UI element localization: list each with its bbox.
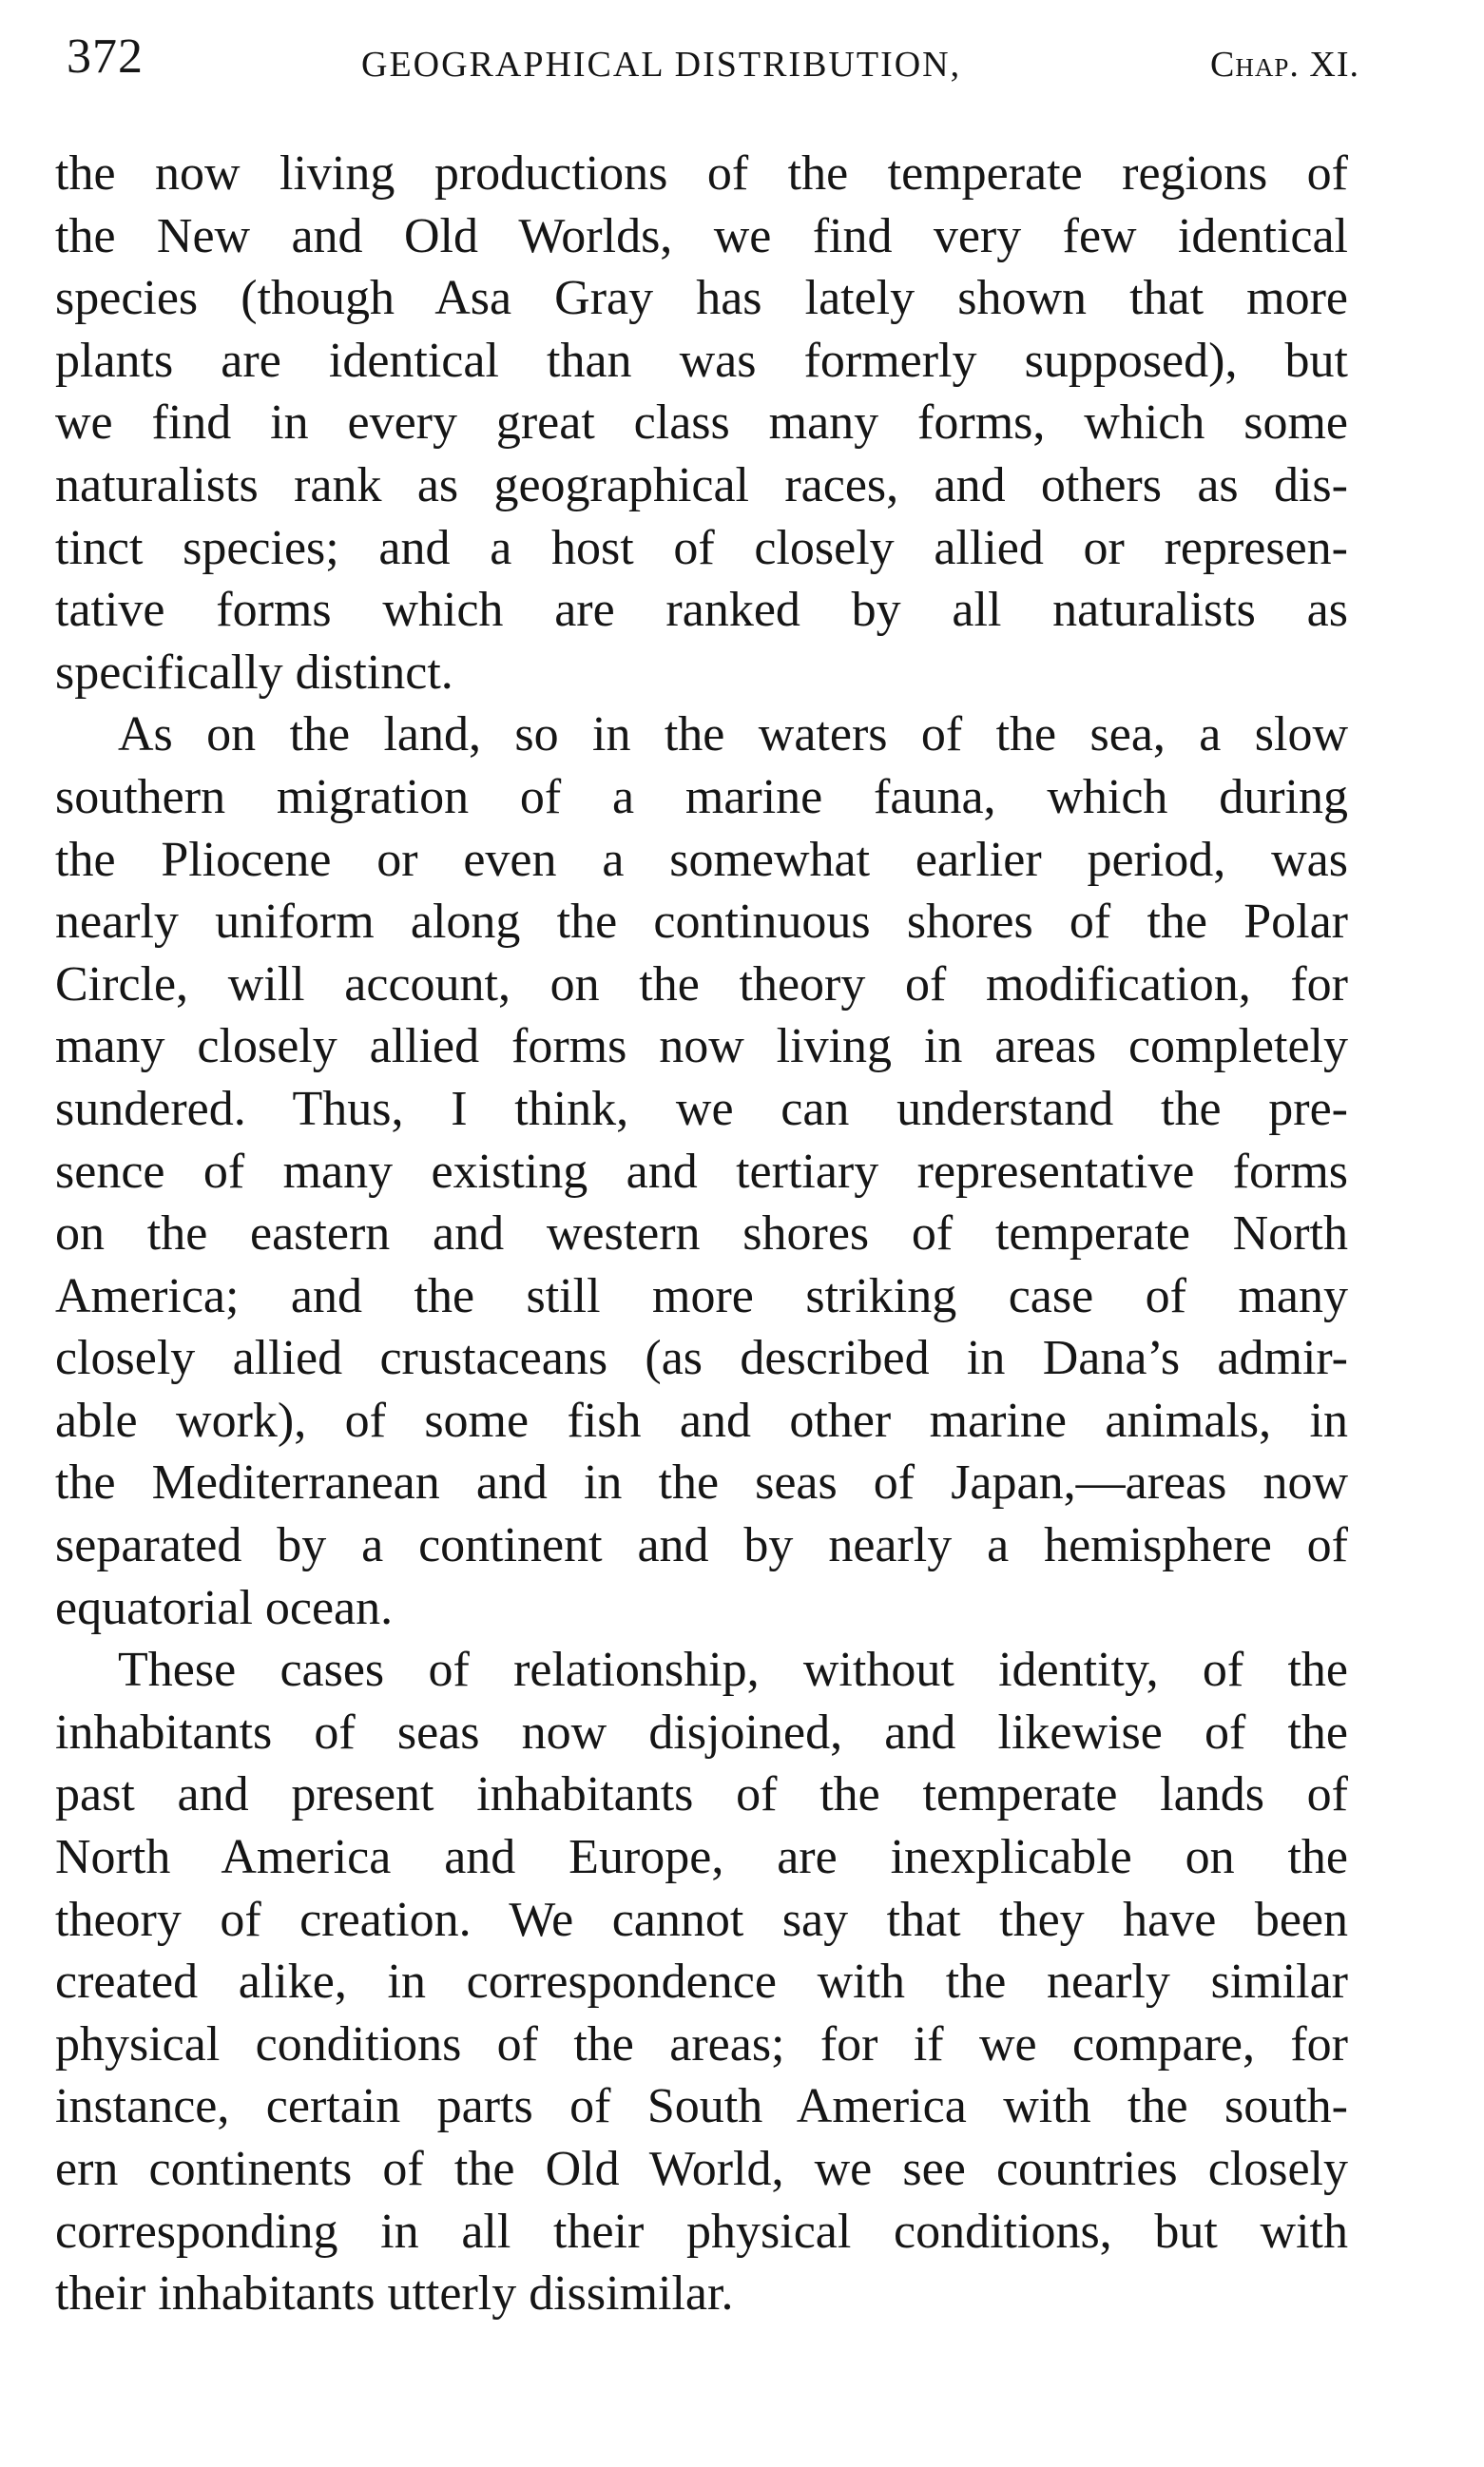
text-line: southern migration of a marine fauna, which during (55, 769, 1348, 824)
text-line: created alike, in correspondence with the nearly similar (55, 1955, 1348, 2010)
paragraph-3 (55, 1639, 1348, 2325)
text-line: sence of many existing and tertiary representative forms (55, 1144, 1348, 1199)
text-line: the Pliocene or even a somewhat earlier period, was (55, 832, 1348, 887)
paragraph-2 (55, 703, 1348, 1639)
text-line: tative forms which are ranked by all naturalists as (55, 583, 1348, 638)
text-line: Circle, will account, on the theory of modification, for (55, 956, 1348, 1012)
text-line: the New and Old Worlds, we find very few identical (55, 208, 1348, 263)
text-line: inhabitants of seas now disjoined, and likewise of the (55, 1705, 1348, 1760)
text-line: ern continents of the Old World, we see countries closely (55, 2142, 1348, 2196)
text-line: tinct species; and a host of closely allied or represen- (55, 520, 1348, 575)
chapter-label: Chap. XI. (1210, 45, 1359, 85)
text-line: physical conditions of the areas; for if we compare, for (55, 2016, 1348, 2072)
text-line: These cases of relationship, without identity, of the (118, 1643, 1348, 1698)
text-line: closely allied crustaceans (as described in Dana’s admir- (55, 1331, 1348, 1386)
text-line: the Mediterranean and in the seas of Japan,—areas now (55, 1455, 1348, 1511)
text-line: species (though Asa Gray has lately shown that more (55, 271, 1348, 326)
text-line: able work), of some fish and other marine animals, in (55, 1393, 1348, 1448)
running-head (67, 29, 1359, 105)
text-line: nearly uniform along the continuous shores of the Polar (55, 895, 1348, 950)
text-line: plants are identical than was formerly supposed), but (55, 333, 1348, 388)
text-line: equatorial ocean. (55, 1580, 394, 1635)
running-title: GEOGRAPHICAL DISTRIBUTION, (361, 45, 962, 85)
text-line: past and present inhabitants of the temperate lands of (55, 1767, 1348, 1822)
text-line: many closely allied forms now living in areas completely (55, 1019, 1348, 1074)
text-line: corresponding in all their physical conditions, but with (55, 2204, 1348, 2259)
page-number: 372 (67, 29, 144, 84)
text-line: instance, certain parts of South America with the south- (55, 2079, 1348, 2134)
text-line: North America and Europe, are inexplicable on the (55, 1830, 1348, 1885)
text-line: the now living productions of the temperate regions of (55, 146, 1348, 201)
paragraph-1 (55, 143, 1348, 703)
text-line: naturalists rank as geographical races, and others as dis- (55, 457, 1348, 512)
text-line: As on the land, so in the waters of the sea, a slow (118, 707, 1348, 762)
text-line: separated by a continent and by nearly a hemisphere of (55, 1518, 1348, 1573)
text-line: theory of creation. We cannot say that they have been (55, 1892, 1348, 1947)
body-text (55, 143, 1348, 2325)
text-line: sundered. Thus, I think, we can understand the pre- (55, 1081, 1348, 1136)
text-line: on the eastern and western shores of temperate North (55, 1206, 1348, 1262)
text-line: we find in every great class many forms, which some (55, 395, 1348, 451)
text-line: their inhabitants utterly dissimilar. (55, 2266, 734, 2322)
text-line: America; and the still more striking case of many (55, 1268, 1348, 1323)
text-line: specifically distinct. (55, 645, 453, 700)
